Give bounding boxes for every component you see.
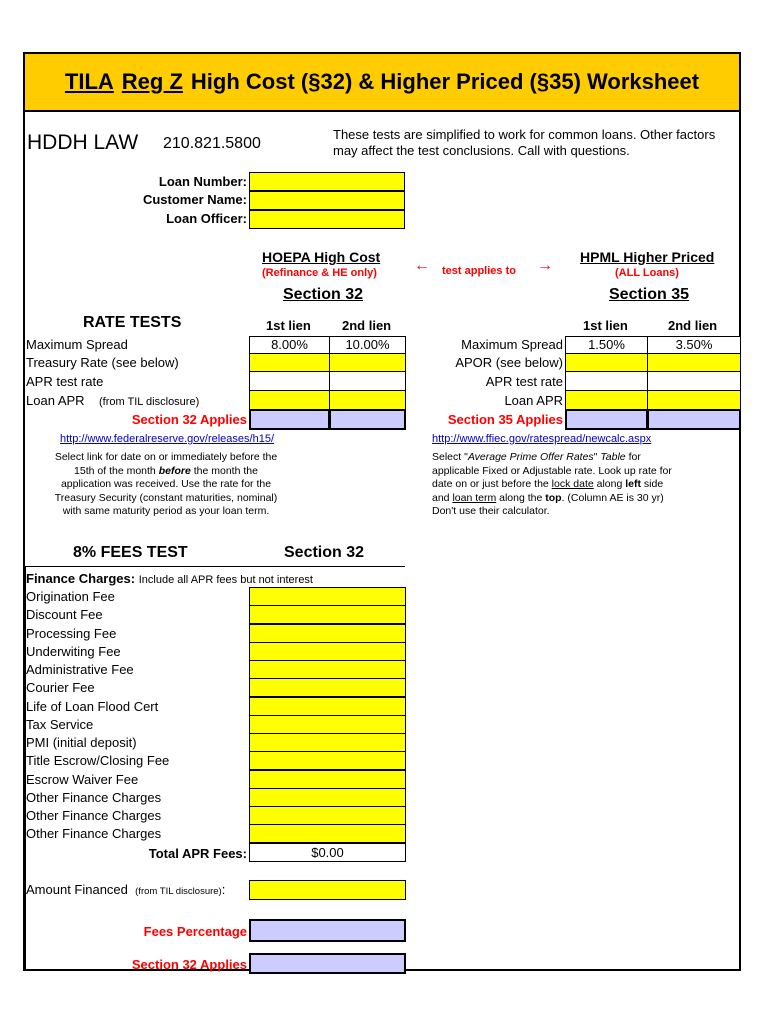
s35-apr-test-label: APR test rate — [485, 374, 563, 389]
fee-label: Underwiting Fee — [26, 644, 121, 659]
s32-loan-apr-note: (from TIL disclosure) — [99, 396, 200, 408]
fee-label: Tax Service — [26, 717, 94, 732]
s35-instr-line3 — [432, 478, 737, 492]
firm-phone: 210.821.5800 — [163, 135, 261, 152]
s35-loan-apr-2nd[interactable] — [647, 390, 741, 410]
s35-apr-test-1st — [565, 371, 648, 391]
fee-input[interactable] — [249, 642, 406, 661]
finance-charges-label — [26, 571, 313, 586]
hpml-section: Section 35 — [609, 286, 690, 303]
arrow-left-icon: ← — [414, 257, 430, 274]
s35-instr-line1 — [432, 451, 737, 465]
fee-label: Other Finance Charges — [26, 808, 162, 823]
amount-financed-text: Amount Financed — [26, 882, 128, 897]
s32-treasury-label: Treasury Rate (see below) — [26, 355, 179, 370]
s35-max-spread-1st: 1.50% — [565, 336, 648, 354]
s35-loan-apr-1st[interactable] — [565, 390, 648, 410]
fee-input[interactable] — [249, 697, 406, 716]
s32-loan-apr-1st[interactable] — [249, 390, 330, 410]
s32-instr-line1: Select link for date on or immediately before the — [54, 451, 278, 463]
fee-label: Life of Loan Flood Cert — [26, 699, 159, 714]
s35-instr-4c: along the — [496, 491, 546, 504]
s32-instr-line2 — [26, 465, 306, 479]
s35-instr-4d: top — [545, 491, 562, 504]
fee-label: Origination Fee — [26, 589, 115, 604]
s35-instr-4a: and — [432, 491, 453, 504]
hoepa-title: HOEPA High Cost — [262, 249, 381, 265]
s35-applies-1st — [565, 409, 648, 430]
s32-apr-test-1st — [249, 371, 330, 391]
s35-max-spread-2nd: 3.50% — [647, 336, 741, 354]
amount-financed-label — [26, 882, 225, 897]
fee-label: Administrative Fee — [26, 662, 134, 677]
fee-input[interactable] — [249, 715, 406, 734]
loan-officer-input[interactable] — [249, 210, 405, 229]
s32-max-spread-label: Maximum Spread — [26, 337, 128, 352]
title-regz: Reg Z — [121, 69, 183, 94]
fee-input[interactable] — [249, 587, 406, 606]
fee-label: Title Escrow/Closing Fee — [26, 753, 170, 768]
fee-label: Escrow Waiver Fee — [26, 772, 139, 787]
s35-instr-1b: Average Prime Offer Rates — [467, 451, 594, 463]
s35-instr-4e: . (Column AE is 30 yr) — [561, 491, 664, 504]
s35-instr-line5: Don't use their calculator. — [432, 505, 550, 517]
s35-col1-header: 1st lien — [583, 318, 628, 333]
total-apr-fees-value: $0.00 — [249, 843, 406, 862]
hoepa-sub: (Refinance & HE only) — [262, 267, 377, 279]
s32-loan-apr-label — [26, 393, 199, 408]
s35-col2-header: 2nd lien — [668, 318, 718, 333]
fees-test-heading: 8% FEES TEST — [73, 544, 188, 561]
s35-apor-2nd[interactable] — [647, 353, 741, 372]
finance-charges-note: Include all APR fees but not interest — [138, 574, 313, 586]
s32-applies-label: Section 32 Applies — [131, 412, 247, 427]
s35-instr-4b: loan term — [452, 491, 497, 504]
fee-input[interactable] — [249, 788, 406, 807]
fee-label: Other Finance Charges — [26, 790, 162, 805]
hpml-sub: (ALL Loans) — [615, 267, 679, 279]
fees-divider — [25, 566, 405, 567]
fee-input[interactable] — [249, 806, 406, 825]
title-tila: TILA — [64, 69, 114, 94]
fee-input[interactable] — [249, 770, 406, 789]
s32-instr-line3: application was received. Use the rate for the — [60, 478, 272, 490]
fee-label: PMI (initial deposit) — [26, 735, 137, 750]
s32-instr-2b: before — [158, 464, 191, 477]
s35-instr-3b: lock date — [551, 478, 594, 490]
s32-col2-header: 2nd lien — [342, 318, 392, 333]
fee-input[interactable] — [249, 733, 406, 752]
header-note: These tests are simplified to work for common loans. Other factors may affect the test conclusions. Call with questions. — [333, 127, 716, 158]
ffiec-link[interactable]: http://www.ffiec.gov/ratespread/newcalc.aspx — [432, 433, 652, 445]
s32-instr-2c: the month the — [190, 464, 258, 477]
fee-label: Courier Fee — [26, 680, 95, 695]
s35-apor-1st[interactable] — [565, 353, 648, 372]
s35-applies-label: Section 35 Applies — [447, 412, 563, 427]
loan-officer-label: Loan Officer: — [166, 211, 247, 226]
s32-col1-header: 1st lien — [266, 318, 311, 333]
rate-tests-heading: RATE TESTS — [83, 314, 182, 331]
arrow-text: test applies to — [442, 265, 516, 277]
fee-label: Processing Fee — [26, 626, 117, 641]
s35-applies-2nd — [647, 409, 741, 430]
fees-percentage-value — [249, 919, 406, 942]
s35-instructions — [432, 451, 737, 519]
s32-instr-2a: 15th of the month — [74, 464, 159, 477]
fees-s32-applies-value — [249, 953, 406, 974]
firm-name: HDDH LAW — [27, 131, 139, 154]
s35-instr-line2: applicable Fixed or Adjustable rate. Look up rate for — [432, 464, 672, 477]
s32-max-spread-2nd: 10.00% — [329, 336, 406, 354]
s35-apor-label: APOR (see below) — [455, 355, 563, 370]
s32-apr-test-2nd — [329, 371, 406, 391]
s35-instr-3a: date on or just before the — [432, 478, 552, 490]
s32-applies-2nd — [329, 409, 406, 430]
hpml-title: HPML Higher Priced — [580, 249, 715, 265]
s32-instr-line4: Treasury Security (constant maturities, nominal) — [54, 491, 278, 504]
fee-input[interactable] — [249, 624, 406, 643]
fees-s32-applies-label: Section 32 Applies — [131, 957, 247, 972]
finance-charges-title: Finance Charges: — [26, 571, 136, 586]
amount-financed-note: (from TIL disclosure) — [135, 886, 222, 897]
s35-instr-line4 — [432, 492, 737, 506]
fees-percentage-label: Fees Percentage — [143, 924, 247, 939]
s35-instr-1c: " — [593, 451, 601, 463]
s32-instr-line5: with same maturity period as your loan term. — [62, 505, 270, 517]
arrow-right-icon: → — [537, 257, 553, 274]
total-apr-fees-label: Total APR Fees: — [148, 846, 247, 861]
s32-treasury-2nd[interactable] — [329, 353, 406, 372]
s35-instr-3d: left — [625, 478, 641, 490]
s32-treasury-1st[interactable] — [249, 353, 330, 372]
fee-label: Other Finance Charges — [26, 826, 162, 841]
s32-loan-apr-label-text: Loan APR — [26, 393, 85, 408]
federal-reserve-link[interactable]: http://www.federalreserve.gov/releases/h15/ — [60, 433, 275, 445]
s32-loan-apr-2nd[interactable] — [329, 390, 406, 410]
s35-instr-1d: Table — [600, 451, 626, 463]
fee-input[interactable] — [249, 678, 406, 697]
s35-loan-apr-label: Loan APR — [504, 393, 563, 408]
hoepa-section: Section 32 — [283, 286, 364, 303]
fee-input[interactable] — [249, 751, 406, 770]
fee-input[interactable] — [249, 660, 406, 679]
amount-financed-colon: : — [221, 882, 226, 897]
s32-max-spread-1st: 8.00% — [249, 336, 330, 354]
s35-max-spread-label: Maximum Spread — [461, 337, 563, 352]
s35-instr-1e: for — [625, 451, 641, 463]
s35-apr-test-2nd — [647, 371, 741, 391]
s32-instructions — [26, 451, 306, 519]
fee-label: Discount Fee — [26, 607, 103, 622]
fee-input[interactable] — [249, 605, 406, 624]
loan-number-input[interactable] — [249, 172, 405, 191]
amount-financed-input[interactable] — [249, 880, 406, 900]
s32-apr-test-label: APR test rate — [26, 374, 104, 389]
fees-test-section: Section 32 — [284, 544, 365, 561]
customer-name-label: Customer Name: — [142, 192, 247, 207]
fee-input[interactable] — [249, 824, 406, 843]
s35-instr-1a: Select " — [432, 451, 468, 463]
s32-applies-1st — [249, 409, 330, 430]
title-text: High Cost (§32) & Higher Priced (§35) Worksheet — [190, 69, 700, 94]
s35-instr-3c: along — [593, 478, 626, 490]
s35-instr-3e: side — [640, 478, 664, 490]
loan-number-label: Loan Number: — [158, 174, 247, 189]
title-bar — [25, 54, 739, 112]
customer-name-input[interactable] — [249, 191, 405, 210]
